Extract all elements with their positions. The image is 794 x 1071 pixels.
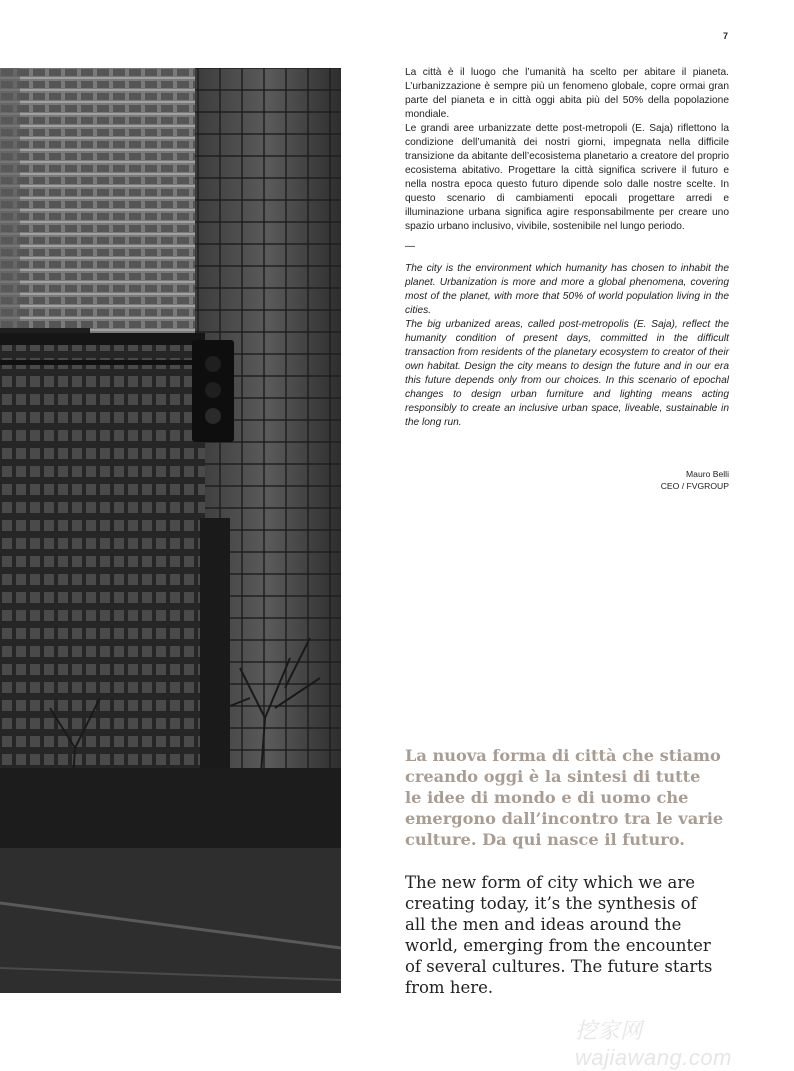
english-paragraph: The big urbanized areas, called post-metropolis (E. Saja), reflect the humanity condition of present days, committed in the difficult transaction from residents of the planetary ecosystem to creator of their own habitat. Design the city means to design the future and in our era this future depends only from our choices. In this scenario of epochal changes to design urban furniture and lighting means acting responsibly to create an inclusive urban space, liveable, sustainable in the long run. [405,319,729,428]
english-pull-quote [405,872,729,998]
quote-line: The new form of city which we are [405,873,695,892]
city-building-photo [0,68,341,993]
italian-body-text [405,66,729,234]
english-body-text [405,262,729,430]
english-paragraph: The city is the environment which humanity has chosen to inhabit the planet. Urbanization is more and more a global phenomena, covering most of the planet, with more that 50% of world population living in the cities. [405,263,729,316]
signature-role: CEO / FVGROUP [660,481,729,491]
page-number: 7 [722,31,728,41]
quote-line: of several cultures. The future starts [405,957,713,976]
quote-line: culture. Da qui nasce il futuro. [405,830,685,849]
quote-line: all the men and ideas around the [405,915,682,934]
italian-paragraph: La città è il luogo che l’umanità ha scelto per abitare il pianeta. L’urbanizzazione è sempre più un fenomeno globale, copre ormai gran parte del pianeta e in città oggi abita più del 50% della popolazione mondiale. [405,67,729,120]
watermark: 挖家网 wajiawang.com [575,1018,732,1070]
signature [405,468,729,492]
signature-name: Mauro Belli [686,469,729,479]
italian-paragraph: Le grandi aree urbanizzate dette post-metropoli (E. Saja) riflettono la condizione dell’umanità dei nostri giorni, impegnata nella difficile transizione da abitante dell’ecosistema planetario a creatore del proprio ecosistema abitativo. Progettare la città significa scrivere il futuro e nella nostra epoca questo futuro dipende solo dalle nostre scelte. In questo scenario di cambiamenti epocali progettare arredi e illuminazione urbana significa agire responsabilmente per creare uno spazio urbano inclusivo, vivibile, sostenibile nel lungo periodo. [405,123,729,232]
separator-dash: — [405,241,415,252]
quote-line: le idee di mondo e di uomo che [405,788,689,807]
quote-line: from here. [405,978,494,997]
quote-line: creando oggi è la sintesi di tutte [405,767,701,786]
quote-line: creating today, it’s the synthesis of [405,894,697,913]
quote-line: world, emerging from the encounter [405,936,711,955]
quote-line: La nuova forma di città che stiamo [405,746,721,765]
italian-pull-quote [405,745,729,850]
quote-line: emergono dall’incontro tra le varie [405,809,724,828]
